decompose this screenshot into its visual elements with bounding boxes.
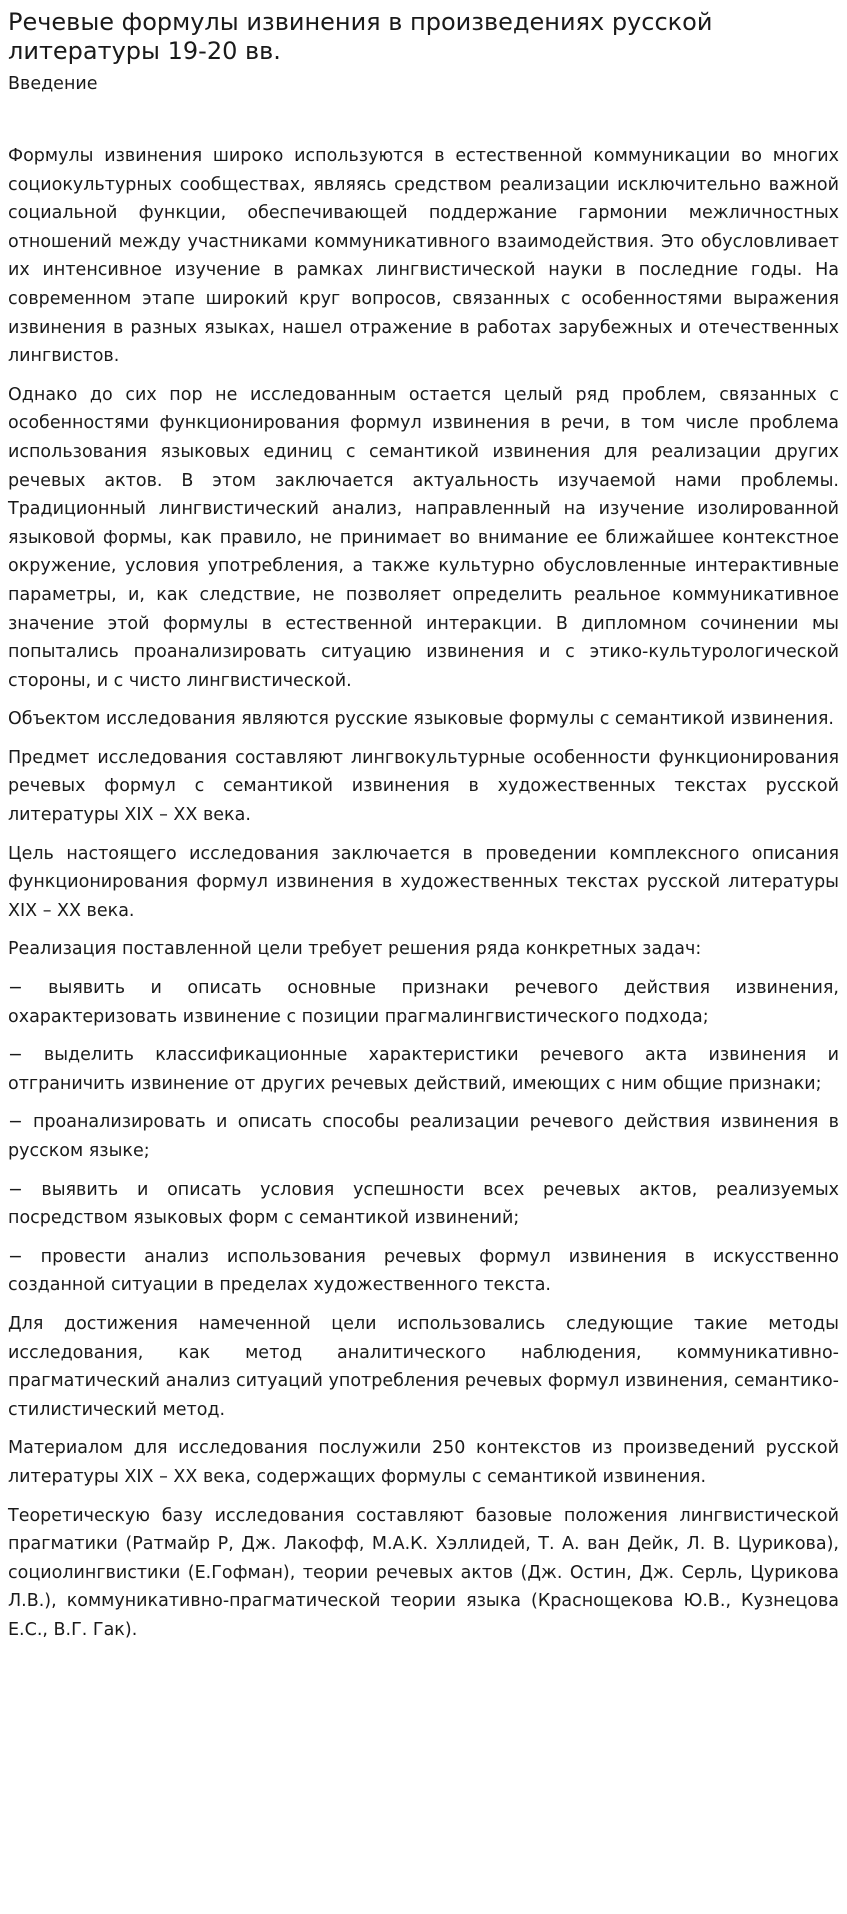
paragraph-theory: Теоретическую базу исследования составляют базовые положения лингвистической прагматики (Ратмайр Р, Дж. Лакофф, М.А.К. Хэллидей, Т. А. ван Дейк, Л. В. Цурикова), социолингвистики (Е.Гофман), теории речевых актов (Дж. Остин, Дж. Серль, Цурикова Л.В.), коммуникативно-прагматической теории языка (Краснощекова Ю.В., Кузнецова Е.С., В.Г. Гак). — [8, 1505, 839, 1640]
task-item-2: − выделить классификационные характеристики речевого акта извинения и отграничить извинение от других речевых действий, имеющих с ним общие признаки; — [8, 1045, 839, 1094]
paragraph-methods: Для достижения намеченной цели использовались следующие такие методы исследования, как метод аналитического наблюдения, коммуникативно-прагматический анализ ситуаций употребления речевых формул извинения, семантико-стилистический метод. — [8, 1313, 839, 1420]
task-item-1: − выявить и описать основные признаки речевого действия извинения, охарактеризовать извинение с позиции прагмалингвистического подхода; — [8, 978, 839, 1027]
document-title: Речевые формулы извинения в произведениях русской литературы 19-20 вв. — [8, 8, 713, 65]
task-item-5: − провести анализ использования речевых формул извинения в искусственно созданной ситуации в пределах художественного текста. — [8, 1246, 839, 1296]
task-item-3: − проанализировать и описать способы реализации речевого действия извинения в русском языке; — [8, 1112, 839, 1161]
paragraph-goal: Цель настоящего исследования заключается в проведении комплексного описания функционирования формул извинения в художественных текстах русской литературы XIX – XX века. — [8, 843, 839, 921]
paragraph-subject: Предмет исследования составляют лингвокультурные особенности функционирования речевых формул с семантикой извинения в художественных текстах русской литературы XIX – XX века. — [8, 747, 839, 826]
paragraph-tasks-intro: Реализация поставленной цели требует решения ряда конкретных задач: — [8, 939, 702, 960]
paragraph-material: Материалом для исследования послужили 250 контекстов из произведений русской литературы XIX – XX века, содержащих формулы с семантикой извинения. — [8, 1438, 839, 1487]
task-item-4: − выявить и описать условия успешности всех речевых актов, реализуемых посредством языковых форм с семантикой извинений; — [8, 1179, 839, 1229]
paragraph-2: Однако до сих пор не исследованным остается целый ряд проблем, связанных с особенностями функционирования формул извинения в речи, в том числе проблема использования языковых единиц с семантикой извинения для реализации других речевых актов. В этом заключается актуальность изучаемой нами проблемы. Традиционный лингвистический анализ, направленный на изучение изолированной языковой формы, как правило, не принимает во внимание ее ближайшее контекстное окружение, условия употребления, а также культурно обусловленные интерактивные параметры, и, как следствие, не позволяет определить реальное коммуникативное значение этой формулы в естественной интеракции. В дипломном сочинении мы попытались проанализировать ситуацию извинения и с этико-культурологической стороны, и с чисто лингвистической. — [8, 384, 839, 691]
paragraph-object: Объектом исследования являются русские языковые формулы с семантикой извинения. — [8, 709, 834, 730]
paragraph-1: Формулы извинения широко используются в естественной коммуникации во многих социокультурных сообществах, являясь средством реализации исключительно важной социальной функции, обеспечивающей поддержание гармонии межличностных отношений между участниками коммуникативного взаимодействия. Это обусловливает их интенсивное изучение в рамках лингвистической науки в последние годы. На современном этапе широкий круг вопросов, связанных с особенностями выражения извинения в разных языках, нашел отражение в работах зарубежных и отечественных лингвистов. — [8, 146, 839, 367]
body-text — [8, 142, 839, 1645]
section-heading-introduction: Введение — [8, 74, 98, 94]
